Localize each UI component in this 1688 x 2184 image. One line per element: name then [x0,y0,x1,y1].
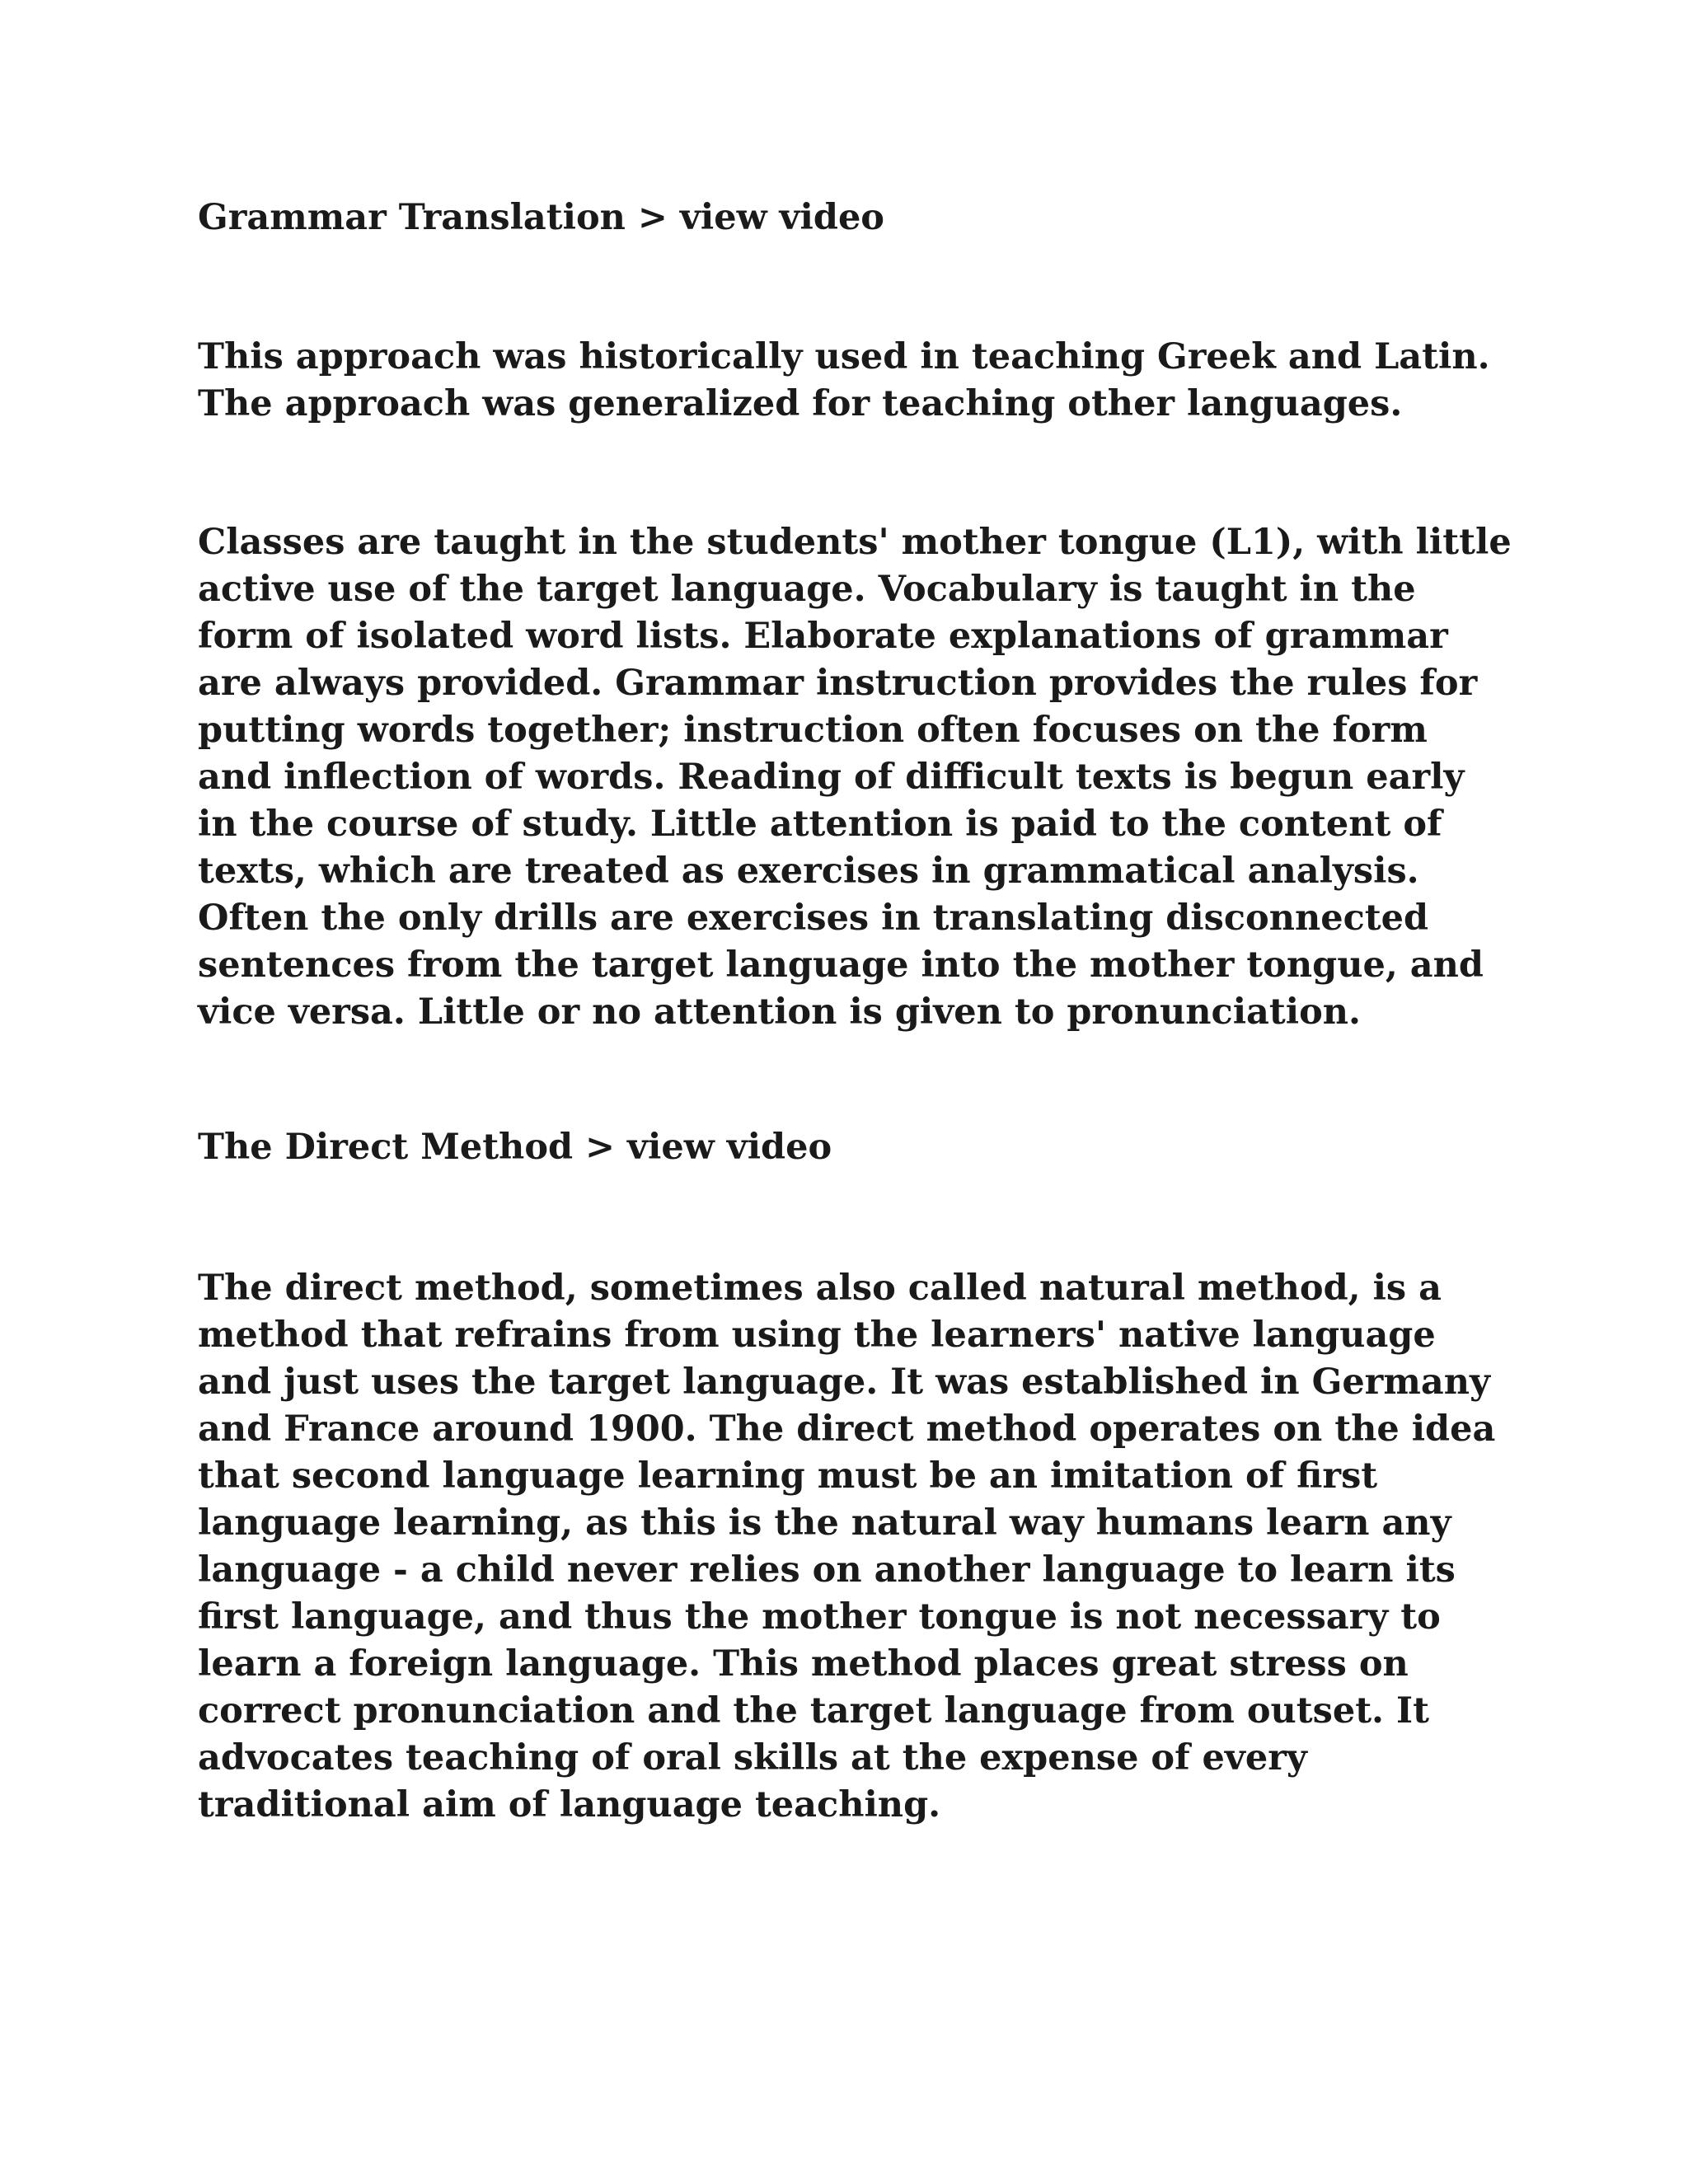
text-line: in the course of study. Little attention is paid to the content of [198,804,1442,845]
paragraph-direct-method-description [198,1265,1500,1829]
text-line: Often the only drills are exercises in translating disconnected [198,898,1429,939]
text-line: language learning, as this is the natural way humans learn any [198,1502,1451,1544]
text-line: The approach was generalized for teaching other languages. [198,383,1403,424]
text-line: putting words together; instruction often focuses on the form [198,710,1428,751]
paragraph-grammar-translation-description [198,519,1512,1036]
paragraph-approach-history [198,334,1500,428]
text-line: method that refrains from using the learners' native language [198,1315,1436,1356]
text-line: and France around 1900. The direct method operates on the idea [198,1408,1496,1450]
text-line: The direct method, sometimes also called natural method, is a [198,1268,1442,1309]
text-line: are always provided. Grammar instruction provides the rules for [198,663,1478,704]
text-line: and inflection of words. Reading of difficult texts is begun early [198,757,1465,798]
section-heading-grammar-translation [198,194,1500,241]
text-line: traditional aim of language teaching. [198,1784,941,1825]
text-line: advocates teaching of oral skills at the expense of every [198,1737,1307,1779]
text-line: Classes are taught in the students' mother tongue (L1), with little [198,522,1512,563]
text-line: and just uses the target language. It was established in Germany [198,1361,1490,1403]
text-line: sentences from the target language into the mother tongue, and [198,944,1484,986]
text-line: active use of the target language. Vocabulary is taught in the [198,569,1416,610]
text-line: correct pronunciation and the target language from outset. It [198,1690,1429,1732]
section-heading-direct-method [198,1124,1500,1171]
heading-text: Grammar Translation > view video [198,197,884,238]
text-line: language - a child never relies on another language to learn its [198,1549,1456,1591]
text-line: form of isolated word lists. Elaborate explanations of grammar [198,616,1448,657]
text-line: that second language learning must be an imitation of first [198,1455,1378,1497]
text-line: vice versa. Little or no attention is given to pronunciation. [198,991,1362,1033]
heading-text: The Direct Method > view video [198,1127,832,1168]
text-line: first language, and thus the mother tongue is not necessary to [198,1596,1441,1638]
text-line: This approach was historically used in teaching Greek and Latin. [198,336,1490,377]
text-line: learn a foreign language. This method places great stress on [198,1643,1409,1685]
text-line: texts, which are treated as exercises in grammatical analysis. [198,851,1419,892]
